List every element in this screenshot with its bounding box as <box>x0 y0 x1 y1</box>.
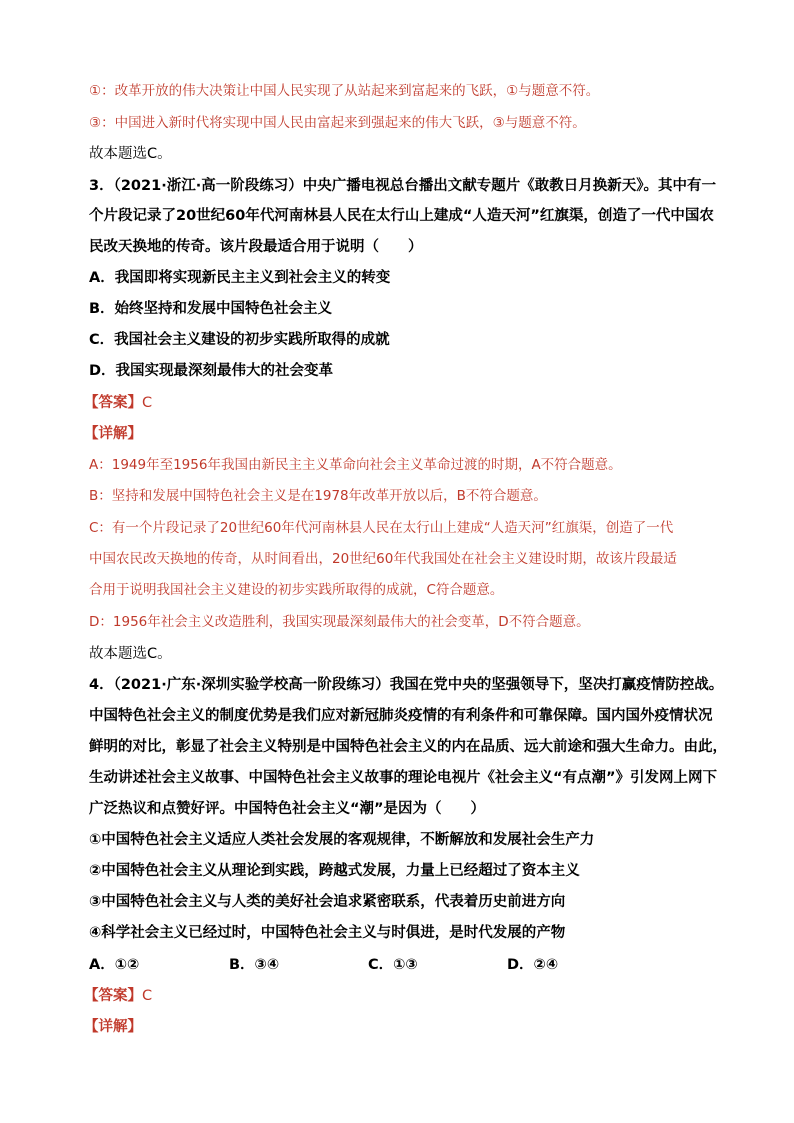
q4-stem-line-4: 生动讲述社会主义故事、中国特色社会主义故事的理论电视片《社会主义“有点潮”》引发网上网下 <box>89 770 718 786</box>
q3-detail-label: 【详解】 <box>84 426 142 442</box>
q3-option-d: D．我国实现最深刻最伟大的社会变革 <box>89 363 334 379</box>
q3-option-b: B．始终坚持和发展中国特色社会主义 <box>89 301 333 317</box>
q3-conclusion: 故本题选C。 <box>89 646 172 662</box>
q2-explanation-3: ③：中国进入新时代将实现中国人民由富起来到强起来的伟大飞跃，③与题意不符。 <box>89 115 586 131</box>
q3-detail-d: D：1956年社会主义改造胜利，我国实现最深刻最伟大的社会变革，D不符合题意。 <box>89 614 590 630</box>
q2-conclusion: 故本题选C。 <box>89 146 172 162</box>
q3-stem-line-3: 民改天换地的传奇。该片段最适合用于说明（ ） <box>89 239 423 255</box>
q4-choice-d: D．②④ <box>507 957 559 973</box>
q3-detail-c-line-2: 中国农民改天换地的传奇，从时间看出，20世纪60年代我国处在社会主义建设时期，故该片段最适 <box>89 551 677 567</box>
q4-choice-a: A．①② <box>89 957 140 973</box>
q4-stem-line-1: 4．（2021·广东·深圳实验学校高一阶段练习）我国在党中央的坚强领导下，坚决打赢疫情防控战。 <box>89 677 724 693</box>
q4-answer <box>84 986 704 1006</box>
q3-detail-b: B：坚持和发展中国特色社会主义是在1978年改革开放以后，B不符合题意。 <box>89 488 547 504</box>
q3-detail-c-line-1: C：有一个片段记录了20世纪60年代河南林县人民在太行山上建成“人造天河”红旗渠，创造了一代 <box>89 520 674 536</box>
q3-option-a: A．我国即将实现新民主主义到社会主义的转变 <box>89 270 391 286</box>
q4-answer-value: C <box>142 988 153 1004</box>
q2-explanation-1: ①：改革开放的伟大决策让中国人民实现了从站起来到富起来的飞跃，①与题意不符。 <box>89 83 600 99</box>
q3-stem-line-2: 个片段记录了20世纪60年代河南林县人民在太行山上建成“人造天河”红旗渠，创造了一代中国农 <box>89 208 714 224</box>
q4-choice-c: C．①③ <box>368 957 418 973</box>
q3-detail-c-line-3: 合用于说明我国社会主义建设的初步实践所取得的成就，C符合题意。 <box>89 582 504 598</box>
q4-statement-2: ②中国特色社会主义从理论到实践，跨越式发展，力量上已经超过了资本主义 <box>89 863 580 879</box>
q4-statement-4: ④科学社会主义已经过时，中国特色社会主义与时俱进，是时代发展的产物 <box>89 925 566 941</box>
q3-answer <box>84 393 704 413</box>
q4-answer-label: 【答案】 <box>84 988 142 1004</box>
q4-choice-b: B．③④ <box>229 957 280 973</box>
q4-stem-line-5: 广泛热议和点赞好评。中国特色社会主义“潮”是因为（ ） <box>89 801 486 817</box>
q3-answer-label: 【答案】 <box>84 395 142 411</box>
q4-detail-label: 【详解】 <box>84 1019 142 1035</box>
q3-answer-value: C <box>142 395 153 411</box>
q4-statement-1: ①中国特色社会主义适应人类社会发展的客观规律，不断解放和发展社会生产力 <box>89 832 595 848</box>
q3-option-c: C．我国社会主义建设的初步实践所取得的成就 <box>89 332 390 348</box>
q4-statement-3: ③中国特色社会主义与人类的美好社会追求紧密联系，代表着历史前进方向 <box>89 894 566 910</box>
q4-stem-line-2: 中国特色社会主义的制度优势是我们应对新冠肺炎疫情的有利条件和可靠保障。国内国外疫情状况 <box>89 708 713 724</box>
q4-stem-line-3: 鲜明的对比，彰显了社会主义特别是中国特色社会主义的内在品质、远大前途和强大生命力。由此， <box>89 739 727 755</box>
q3-detail-a: A：1949年至1956年我国由新民主主义革命向社会主义革命过渡的时期，A不符合题意。 <box>89 457 622 473</box>
q3-stem-line-1: 3．（2021·浙江·高一阶段练习）中央广播电视总台播出文献专题片《敢教日月换新天》。其中有一 <box>89 178 716 194</box>
